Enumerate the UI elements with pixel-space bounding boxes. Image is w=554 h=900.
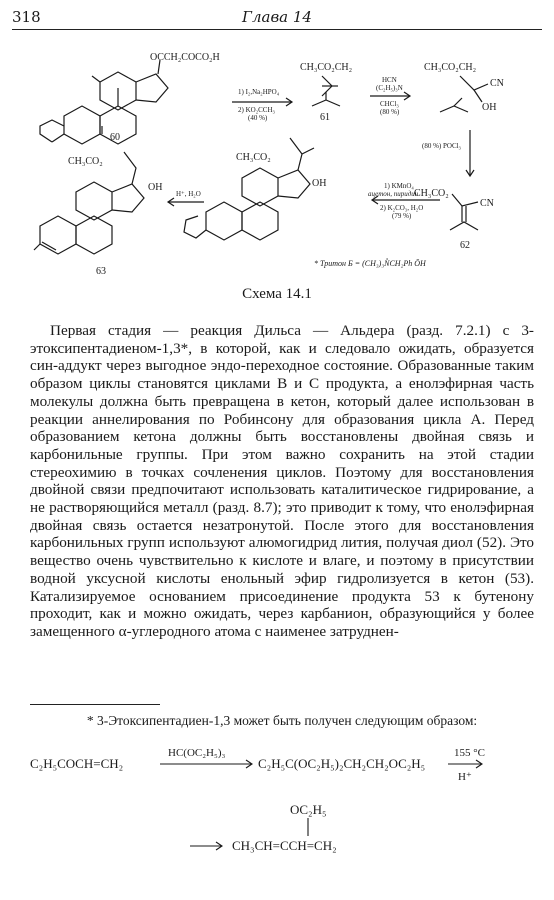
page-number: 318	[12, 8, 41, 26]
body-paragraph: Первая стадия — реакция Дильса — Альдера (разд. 7.2.1) с 3-этоксипентадиеном-1,3*, в которой, как и следовало ожидать, образуется син-аддукт через выгодное эндо-переходное состояние. Образованные таким образом циклы становятся циклами В и С продукта, а енолэфирная часть молекулы должна быть превращена в кетон, который далее использован в реакции аннелирования по Робинсону для образования цикла А. Перед образованием кетона должны быть восстановлены двойная связь и карбонильные группы. При этом важно сохранить на этой стадии стереохимию в точках сочленения циклов. Поэтому для восстановления двойной связи предпочитают использовать каталитическое гидрирование, а не растворяющийся металл (разд. 8.7); это приводит к тому, что енолэфирная двойная связь остается незатронутой. После этого для восстановления карбонильных групп используют алюмогидрид лития, получая диол (52). Это вещество очень чувствительно к кислоте и влаге, и поэтому в присутствии водной уксусной кислоты енольный эфир гидролизуется в кетон (53). Катализируемое основанием присоединение продукта 53 к бутенону проходит, как и можно ожидать, через карбанион, образующийся у более замещенного α-углеродного атома с наименее затруднен-	[30, 322, 534, 640]
arrow-1-line-2: 2) KO₂CCH₃	[238, 106, 275, 114]
eq-reactant: C₂H₅COCH=CH₂	[30, 756, 124, 771]
compound-60-structure	[40, 60, 168, 144]
arrow-5-label: H⁺, H₂O	[176, 190, 201, 198]
middle-top: CH₃CO₂	[236, 152, 271, 163]
upper-right-top: CH₃CO₂CH₂	[424, 62, 477, 73]
arrow-2-line-4: (80 %)	[380, 108, 400, 116]
arrow-1-line-3: (40 %)	[248, 114, 268, 122]
eq-product: CH₃CH=CCH=CH₂	[232, 838, 337, 853]
arrow-2-line-1: HCN	[382, 76, 397, 84]
c61-top: CH₃CO₂CH₂	[300, 62, 353, 73]
compound-cyanohydrin-structure	[440, 76, 488, 112]
eq-reagent-2-top: 155 °C	[454, 747, 485, 759]
triton-note: * Тритон Б = (CH₃)₃N̊CH₂Ph ŌH	[314, 259, 426, 268]
c61-label: 61	[320, 112, 330, 123]
footnote-equation	[0, 736, 554, 896]
compound-62-structure	[450, 194, 478, 230]
upper-right-oh: OH	[482, 102, 497, 113]
middle-oh: OH	[312, 178, 327, 189]
c62-top: CH₃CO₂	[414, 188, 449, 199]
c60-label: 60	[110, 132, 120, 143]
compound-61-structure	[312, 76, 340, 106]
arrow-4-line-4: (79 %)	[392, 212, 412, 220]
eq-reagent-2-bottom: H⁺	[458, 771, 472, 783]
eq-intermediate: C₂H₅C(OC₂H₅)₂CH₂CH₂OC₂H₅	[258, 756, 426, 771]
footnote-rule	[30, 704, 160, 705]
eq-product-substituent: OC₂H₅	[290, 802, 327, 817]
arrow-4-line-2: ацетон, пиридин	[368, 190, 419, 198]
compound-63-structure	[34, 152, 144, 254]
scheme-caption: Схема 14.1	[242, 286, 312, 302]
c60-substituent: OCCH₂COCO₂H	[150, 52, 220, 63]
arrow-4-line-3: 2) K₂CO₃, H₂O	[380, 204, 424, 212]
c63-label: 63	[96, 266, 106, 277]
body-text	[30, 322, 534, 641]
running-title: Глава 14	[242, 8, 312, 26]
page-header	[0, 6, 554, 28]
arrow-3-label: (80 %) POCl₃	[422, 142, 461, 150]
c62-cn: CN	[480, 198, 494, 209]
footnote-text: * 3-Этоксипентадиен-1,3 может быть получен следующим образом:	[86, 713, 478, 728]
c62-label: 62	[460, 240, 470, 251]
arrow-1-line-1: 1) I₂,Na₂HPO₄	[238, 88, 280, 96]
c63-oh: OH	[148, 182, 163, 193]
arrow-2-line-2: (C₂H₅)₃N	[376, 84, 403, 92]
arrow-2-line-3: CHCl₃	[380, 100, 399, 108]
c63-top: CH₃CO₂	[68, 156, 103, 167]
reaction-scheme	[0, 30, 554, 282]
upper-right-cn: CN	[490, 78, 504, 89]
eq-reagent-1: HC(OC₂H₅)₃	[168, 747, 226, 759]
arrow-4-line-1: 1) KMnO₄	[384, 182, 414, 190]
